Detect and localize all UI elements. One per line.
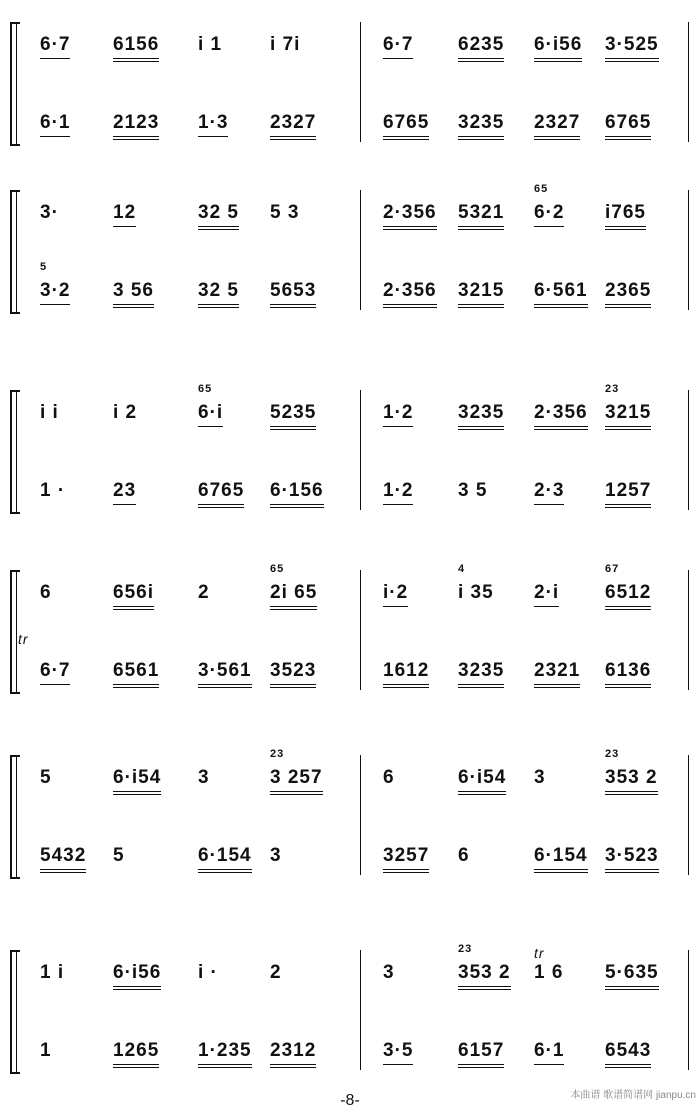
upper-staff-row [0, 383, 700, 430]
jianpu-note-group: 6 [40, 582, 52, 603]
jianpu-note-group: 6·7 [383, 32, 413, 59]
jianpu-note-group: 2·356 [383, 200, 437, 230]
jianpu-note-group: 6·i56 [113, 960, 161, 990]
upper-staff-row [0, 943, 700, 990]
jianpu-note-group: 2·356 [383, 278, 437, 308]
jianpu-note-group: 6765 [605, 110, 651, 140]
jianpu-note-group: 3· [40, 202, 59, 223]
grace-note: 65 [534, 183, 549, 195]
upper-staff-row [0, 32, 700, 62]
jianpu-note-group: 3·561 [198, 658, 252, 688]
jianpu-note-group: i 1 [198, 34, 223, 55]
jianpu-note-group: 6·2 65 [534, 200, 564, 227]
grace-note: 4 [458, 563, 466, 575]
jianpu-note-group: 6·1 [534, 1038, 564, 1065]
jianpu-note-group: 1257 [605, 478, 651, 508]
jianpu-note-group: 6·i 65 [198, 400, 223, 427]
jianpu-note-group: 3 [198, 767, 210, 788]
jianpu-note-group: 3215 23 [605, 400, 651, 430]
trill-mark: tr [534, 945, 545, 961]
jianpu-note-group: 6·i54 [113, 765, 161, 795]
jianpu-note-group: 32 5 [198, 278, 239, 308]
jianpu-note-group: 1·2 [383, 478, 413, 505]
jianpu-note-group: 3235 [458, 110, 504, 140]
score-system [0, 383, 700, 510]
upper-staff-row [0, 183, 700, 230]
jianpu-note-group: 2·i [534, 580, 559, 607]
jianpu-note-group: 656i [113, 580, 154, 610]
jianpu-note-group: 3 [534, 767, 546, 788]
jianpu-note-group: 3 56 [113, 278, 154, 308]
lower-staff-row [0, 261, 700, 308]
jianpu-note-group: 3 257 23 [270, 765, 323, 795]
jianpu-note-group: 2312 [270, 1038, 316, 1068]
jianpu-note-group: 6·561 [534, 278, 588, 308]
jianpu-note-group: 6 [458, 845, 470, 866]
jianpu-note-group: 3 [383, 962, 395, 983]
jianpu-note-group: 6136 [605, 658, 651, 688]
jianpu-note-group: 6543 [605, 1038, 651, 1068]
jianpu-note-group: 1·2 [383, 400, 413, 427]
jianpu-note-group: 2321 [534, 658, 580, 688]
watermark: 本曲谱 歌谱简谱网 jianpu.cn [570, 1090, 696, 1101]
jianpu-note-group: 2327 [270, 110, 316, 140]
jianpu-note-group: 2 [198, 582, 210, 603]
lower-staff-row [0, 658, 700, 688]
score-system [0, 183, 700, 310]
jianpu-note-group: 2·356 [534, 400, 588, 430]
jianpu-note-group: 6561 [113, 658, 159, 688]
jianpu-note-group: 12 [113, 200, 136, 227]
jianpu-note-group: 3235 [458, 400, 504, 430]
jianpu-note-group: 1·235 [198, 1038, 252, 1068]
jianpu-note-group: 3·2 5 [40, 278, 70, 305]
jianpu-note-group: 353 2 23 [458, 960, 511, 990]
jianpu-note-group: 3215 [458, 278, 504, 308]
jianpu-note-group: 5 [113, 845, 125, 866]
jianpu-note-group: 5 [40, 767, 52, 788]
jianpu-note-group: 6156 [113, 32, 159, 62]
lower-staff-row [0, 110, 700, 140]
jianpu-note-group: 1 6 tr [534, 960, 563, 986]
jianpu-note-group: i 35 4 [458, 563, 494, 603]
jianpu-note-group: 6765 [383, 110, 429, 140]
jianpu-note-group: 6·7 [40, 658, 70, 685]
jianpu-note-group: i·2 [383, 580, 408, 607]
jianpu-note-group: 6·i56 [534, 32, 582, 62]
grace-note: 65 [270, 563, 285, 575]
jianpu-note-group: 1612 [383, 658, 429, 688]
jianpu-note-group: 6 [383, 767, 395, 788]
lower-staff-row [0, 478, 700, 508]
jianpu-note-group: 6512 67 [605, 580, 651, 610]
upper-staff-row [0, 748, 700, 795]
jianpu-note-group: 2·3 [534, 478, 564, 505]
jianpu-note-group: 2 [270, 962, 282, 983]
jianpu-note-group: 6·1 [40, 110, 70, 137]
jianpu-note-group: 6765 [198, 478, 244, 508]
jianpu-note-group: 23 [113, 478, 136, 505]
jianpu-note-group: 5 3 [270, 202, 300, 223]
grace-note: 65 [198, 383, 213, 395]
jianpu-note-group: 3257 [383, 843, 429, 873]
jianpu-note-group: 3523 [270, 658, 316, 688]
jianpu-note-group: 6·7 [40, 32, 70, 59]
jianpu-note-group: 6235 [458, 32, 504, 62]
jianpu-note-group: 3·525 [605, 32, 659, 62]
jianpu-note-group: 32 5 [198, 200, 239, 230]
jianpu-note-group: 5653 [270, 278, 316, 308]
jianpu-note-group: 3 5 [458, 480, 488, 501]
jianpu-note-group: 2i 65 65 [270, 580, 317, 610]
score-system [0, 943, 700, 1070]
jianpu-note-group: 2365 [605, 278, 651, 308]
jianpu-note-group: 1265 [113, 1038, 159, 1068]
jianpu-note-group: 6157 [458, 1038, 504, 1068]
jianpu-note-group: 6·154 [534, 843, 588, 873]
jianpu-note-group: 3 [270, 845, 282, 866]
lower-staff-row [0, 1038, 700, 1068]
grace-note: 5 [40, 261, 48, 273]
grace-note: 23 [270, 748, 285, 760]
jianpu-note-group: 6·154 [198, 843, 252, 873]
jianpu-note-group: 3·5 [383, 1038, 413, 1065]
grace-note: 23 [605, 748, 620, 760]
jianpu-note-group: 1 [40, 1040, 52, 1061]
jianpu-note-group: 6·156 [270, 478, 324, 508]
score-system [0, 22, 700, 142]
jianpu-note-group: 3235 [458, 658, 504, 688]
jianpu-note-group: i765 [605, 200, 646, 230]
page-number: -8- [340, 1092, 360, 1109]
lower-staff-row [0, 843, 700, 873]
grace-note: 23 [458, 943, 473, 955]
jianpu-note-group: i 7i [270, 34, 301, 55]
jianpu-note-group: 2123 [113, 110, 159, 140]
jianpu-note-group: 1 · [40, 480, 66, 501]
trill-mark: tr [18, 631, 29, 647]
score-system [0, 748, 700, 875]
grace-note: 23 [605, 383, 620, 395]
score-system [0, 563, 700, 690]
jianpu-note-group: 5·635 [605, 960, 659, 990]
jianpu-note-group: 1 i [40, 962, 65, 983]
upper-staff-row [0, 563, 700, 610]
jianpu-note-group: i 2 [113, 402, 138, 423]
jianpu-note-group: 5321 [458, 200, 504, 230]
jianpu-note-group: 353 2 23 [605, 765, 658, 795]
jianpu-note-group: 2327 [534, 110, 580, 140]
jianpu-note-group: 1·3 [198, 110, 228, 137]
jianpu-note-group: 5235 [270, 400, 316, 430]
jianpu-note-group: 3·523 [605, 843, 659, 873]
grace-note: 67 [605, 563, 620, 575]
jianpu-note-group: 5432 [40, 843, 86, 873]
jianpu-note-group: i · [198, 962, 218, 983]
jianpu-note-group: i i [40, 402, 59, 423]
jianpu-note-group: 6·i54 [458, 765, 506, 795]
